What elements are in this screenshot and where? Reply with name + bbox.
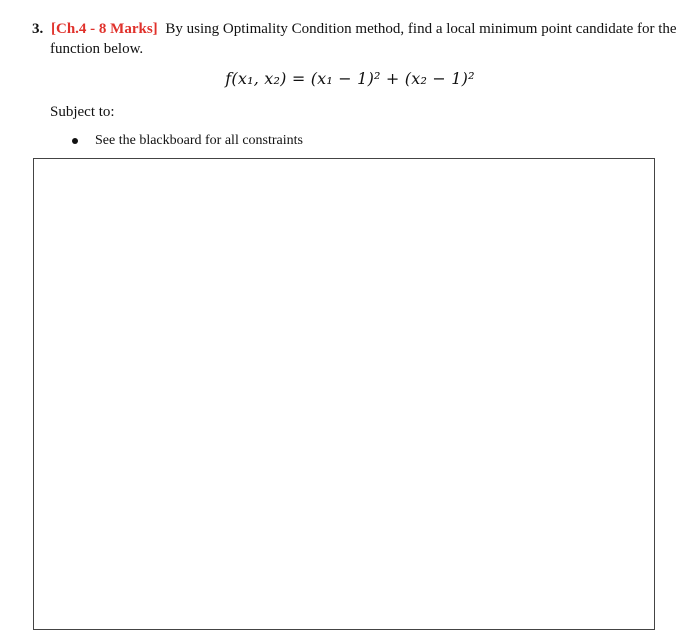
question-marks-tag: [Ch.4 - 8 Marks] <box>51 21 158 37</box>
subject-to-label: Subject to: <box>50 104 115 120</box>
question-number: 3. <box>32 21 44 37</box>
question-line-1 <box>32 19 677 39</box>
answer-box[interactable] <box>33 158 655 630</box>
question-text-line-2: function below. <box>50 41 144 57</box>
constraint-list-item <box>72 133 303 149</box>
bullet-icon <box>72 138 78 144</box>
question-text-line-1: By using Optimality Condition method, find a local minimum point candidate for the <box>165 21 677 37</box>
question-block <box>32 19 677 59</box>
objective-function-formula: f(x₁, x₂) = (x₁ − 1)² + (x₂ − 1)² <box>225 69 475 88</box>
constraint-text: See the blackboard for all constraints <box>95 133 303 148</box>
